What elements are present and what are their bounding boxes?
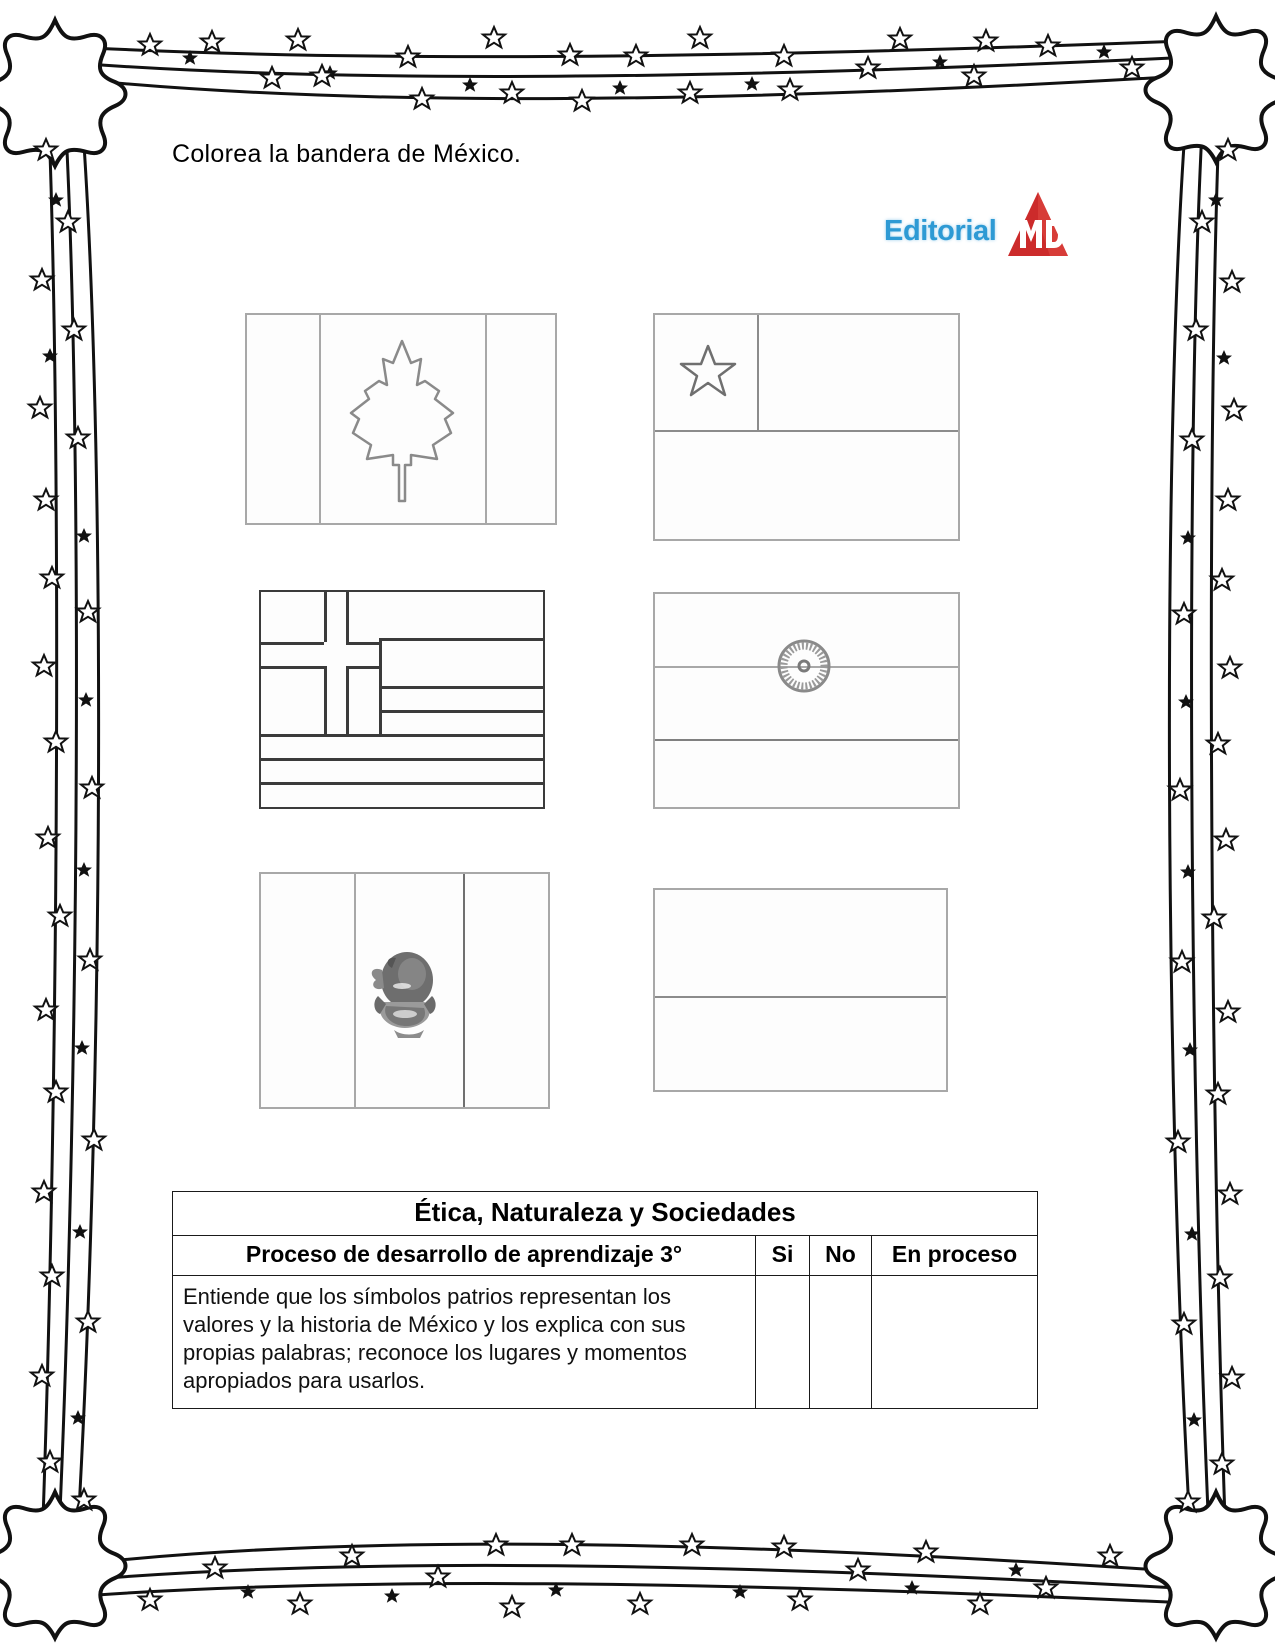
five-point-star-icon — [679, 342, 737, 400]
cross-arm — [324, 666, 327, 734]
table-title-row — [173, 1192, 1038, 1236]
ashoka-chakra-icon — [776, 638, 832, 694]
flag-band-divider — [463, 874, 465, 1107]
coat-of-arms-eagle-icon — [362, 940, 448, 1044]
flag-band-divider — [485, 315, 487, 523]
flag-stripe — [261, 758, 543, 761]
flag-band-divider — [655, 430, 958, 432]
greece-flag[interactable] — [259, 590, 545, 809]
cell-si[interactable] — [756, 1276, 810, 1409]
cross-arm — [379, 638, 382, 734]
cross-arm — [346, 592, 349, 642]
page-title: Colorea la bandera de México. — [172, 140, 522, 168]
cross-arm — [346, 666, 381, 669]
cell-en-proceso[interactable] — [872, 1276, 1038, 1409]
mexico-flag[interactable] — [259, 872, 550, 1109]
flag-stripe — [381, 638, 543, 641]
canada-flag[interactable] — [245, 313, 557, 525]
cross-arm — [261, 642, 324, 645]
cross-arm — [346, 666, 349, 734]
chile-flag[interactable] — [653, 313, 960, 541]
table-header-row — [173, 1236, 1038, 1276]
cell-no[interactable] — [810, 1276, 872, 1409]
column-header-en-proceso: En proceso — [872, 1236, 1038, 1276]
md-triangle-icon — [1006, 190, 1070, 262]
column-header-si: Si — [756, 1236, 810, 1276]
flag-stripe — [381, 710, 543, 713]
flag-stripe — [261, 782, 543, 785]
flag-band-divider — [655, 739, 958, 741]
column-header-no: No — [810, 1236, 872, 1276]
criterion-text: Entiende que los símbolos patrios representan los valores y la historia de México y los explica con sus propias palabras; reconoce los lugares y momentos apropiados para usarlos. — [173, 1276, 756, 1409]
cross-arm — [324, 592, 327, 642]
flag-band-divider — [655, 996, 946, 998]
flag-band-divider — [319, 315, 321, 523]
evaluation-table — [172, 1191, 1038, 1409]
editorial-md-logo — [884, 203, 1064, 265]
india-flag[interactable] — [653, 592, 960, 809]
flag-stripe — [381, 686, 543, 689]
maple-leaf-icon — [343, 333, 461, 509]
flag-stripe — [261, 734, 543, 737]
table-row — [173, 1276, 1038, 1409]
blank-two-band-flag[interactable] — [653, 888, 948, 1092]
cross-arm — [346, 642, 381, 645]
column-header-criterion: Proceso de desarrollo de aprendizaje 3° — [173, 1236, 756, 1276]
flag-band-divider — [354, 874, 356, 1107]
table-title: Ética, Naturaleza y Sociedades — [173, 1192, 1038, 1236]
flag-canton-divider — [757, 315, 759, 432]
logo-wordmark: Editorial — [884, 215, 997, 247]
cross-arm — [261, 666, 324, 669]
